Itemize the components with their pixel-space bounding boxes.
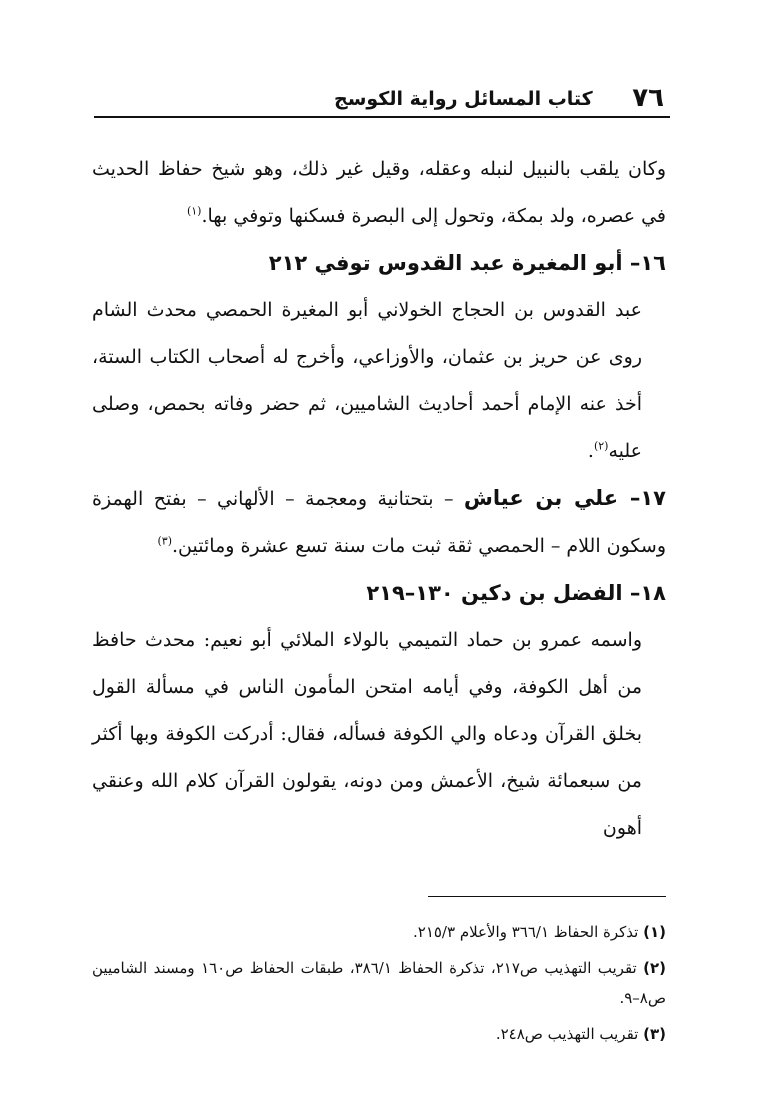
footnote-divider (428, 896, 666, 897)
entry-heading-18: ١٨– الفضل بن دكين ١٣٠–٢١٩ (366, 581, 666, 605)
page-number: ٧٦ (632, 83, 664, 113)
entry-heading-16: ١٦– أبو المغيرة عبد القدوس توفي ٢١٢ (268, 251, 666, 275)
footnote-1 (92, 917, 666, 947)
paragraph-3: واسمه عمرو بن حماد التميمي بالولاء الملائي أبو نعيم: محدث حافظ من أهل الكوفة، وفي أيامه امتحن المأمون الناس في مسألة القول بخلق القرآن ودعاه والي الكوفة فسأله، فقال: أدركت الكوفة وبها أكثر من سبعمائة شيخ، الأعمش ومن دونه، يقولون القرآن كلام الله وعنقي أهون (92, 629, 642, 839)
paragraph-1-line-2: الحديث في عصره، ولد بمكة، وتحول إلى البصرة فسكنها وتوفي بها. (92, 158, 666, 227)
footnotes (92, 917, 666, 1049)
footnote-ref-2: (٢) (593, 439, 609, 453)
paragraph-2-end: . (587, 440, 594, 462)
paragraph-1 (92, 146, 666, 240)
footnote-3-number: (٣) (643, 1025, 666, 1043)
footnote-ref-1: (١) (186, 204, 202, 218)
footnote-2 (92, 953, 666, 1013)
footnote-3 (92, 1019, 666, 1049)
footnote-ref-3: (٣) (157, 534, 173, 548)
entry-17-text: – بتحتانية ومعجمة – الألهاني – بفتح الهمزة وسكون اللام – الحمصي ثقة ثبت مات سنة تسع عشرة ومائتين. (92, 488, 666, 557)
footnote-2-text: تقريب التهذيب ص٢١٧، تذكرة الحفاظ ٣٨٦/١، طبقات الحفاظ ص١٦٠ ومسند الشاميين ص٨–٩. (92, 959, 666, 1007)
body-text (92, 146, 666, 852)
entry-17 (92, 475, 666, 570)
paragraph-2 (92, 287, 666, 475)
entry-heading-17: ١٧– علي بن عياش (463, 486, 666, 510)
footnote-3-text: تقريب التهذيب ص٢٤٨. (495, 1025, 644, 1043)
header-title: كتاب المسائل رواية الكوسج (334, 88, 593, 110)
footnote-1-number: (١) (643, 923, 666, 941)
footnote-1-text: تذكرة الحفاظ ٣٦٦/١ والأعلام ٢١٥/٣. (412, 923, 644, 941)
paragraph-1-line-1: وكان يلقب بالنبيل لنبله وعقله، وقيل غير ذلك، وهو شيخ حفاظ (157, 158, 667, 180)
footnote-2-number: (٢) (643, 959, 666, 977)
running-header (94, 84, 670, 118)
paragraph-2-text: عبد القدوس بن الحجاج الخولاني أبو المغيرة الحمصي محدث الشام روى عن حريز بن عثمان، والأوزاعي، وأخرج له أصحاب الكتاب الستة، أخذ عنه الإمام أحمد أحاديث الشاميين، ثم حضر وفاته بحمص، وصلى عليه (92, 299, 642, 462)
